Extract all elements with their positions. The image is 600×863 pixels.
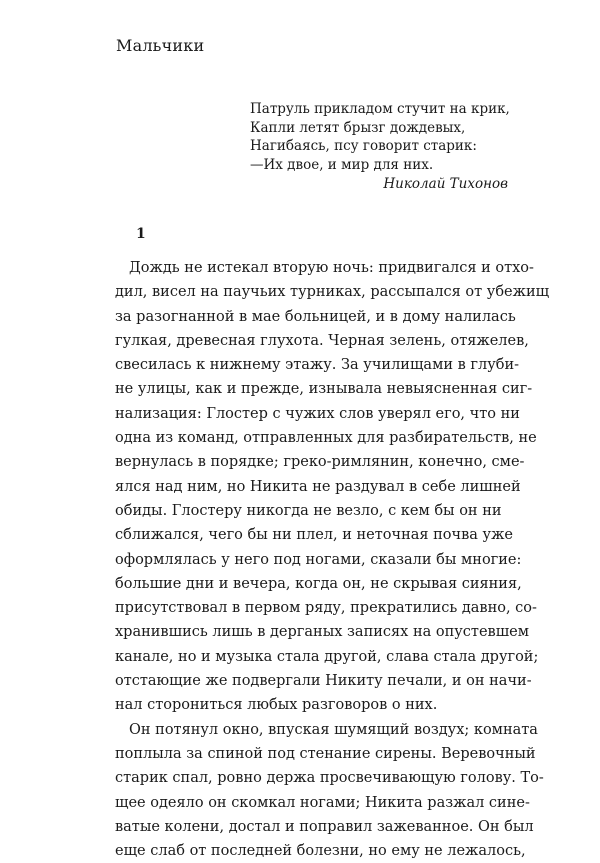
text-line: обиды. Глостеру никогда не везло, с кем бы он ни <box>115 502 502 519</box>
text-line: дил, висел на паучьих турниках, рассыпался от убежищ <box>115 284 550 301</box>
epigraph-author: Николай Тихонов <box>383 176 508 192</box>
text-line: старик спал, ровно держа просвечивающую голову. То- <box>115 770 544 787</box>
chapter-title: Мальчики <box>116 36 205 55</box>
text-line: нал сторониться любых разговоров о них. <box>115 697 438 714</box>
text-line: хранившись лишь в дерганых записях на опустевшем <box>115 624 530 641</box>
epigraph <box>250 100 510 194</box>
epigraph-line: Патруль прикладом стучит на крик, <box>250 101 510 117</box>
body-text <box>115 256 550 863</box>
text-line: ялся над ним, но Никита не раздувал в себе лишней <box>115 478 521 495</box>
text-line: не улицы, как и прежде, изнывала невыясненная сиг- <box>115 381 533 398</box>
text-line: отстающие же подвергали Никиту печали, и он начи- <box>115 673 532 690</box>
epigraph-line: Нагибаясь, псу говорит старик: <box>250 138 477 154</box>
text-line: присутствовал в первом ряду, прекратились давно, со- <box>115 600 537 617</box>
text-line: поплыла за спиной под стенание сирены. Веревочный <box>115 745 536 762</box>
text-line: канале, но и музыка стала другой, слава стала другой; <box>115 648 539 665</box>
text-line: вернулась в порядке; греко-римлянин, конечно, сме- <box>115 454 525 471</box>
text-line: одна из команд, отправленных для разбирательств, не <box>115 430 537 447</box>
text-line: нализация: Глостер с чужих слов уверял его, что ни <box>115 405 520 422</box>
epigraph-line: —Их двое, и мир для них. <box>250 156 434 173</box>
text-line: Дождь не истекал вторую ночь: придвигался и отхо- <box>129 260 534 276</box>
text-line: сближался, чего бы ни плел, и неточная почва уже <box>115 527 513 544</box>
text-line: щее одеяло он скомкал ногами; Никита разжал сине- <box>115 794 530 811</box>
text-line: оформлялась у него под ногами, сказали бы многие: <box>115 551 522 568</box>
epigraph-line: Капли летят брызг дождевых, <box>250 119 466 136</box>
text-line: большие дни и вечера, когда он, не скрывая сияния, <box>115 575 522 592</box>
text-line: свесилась к нижнему этажу. За училищами в глуби- <box>115 357 520 374</box>
text-line: гулкая, древесная глухота. Черная зелень, отяжелев, <box>115 332 529 349</box>
text-line: за разогнанной в мае больницей, и в дому налилась <box>115 308 516 325</box>
text-line: ватые колени, достал и поправил зажеванное. Он был <box>115 818 534 835</box>
text-line: еще слаб от последней болезни, но ему не лежалось, <box>115 843 526 860</box>
section-number: 1 <box>136 226 146 242</box>
text-line: Он потянул окно, впуская шумящий воздух; комната <box>129 721 538 738</box>
